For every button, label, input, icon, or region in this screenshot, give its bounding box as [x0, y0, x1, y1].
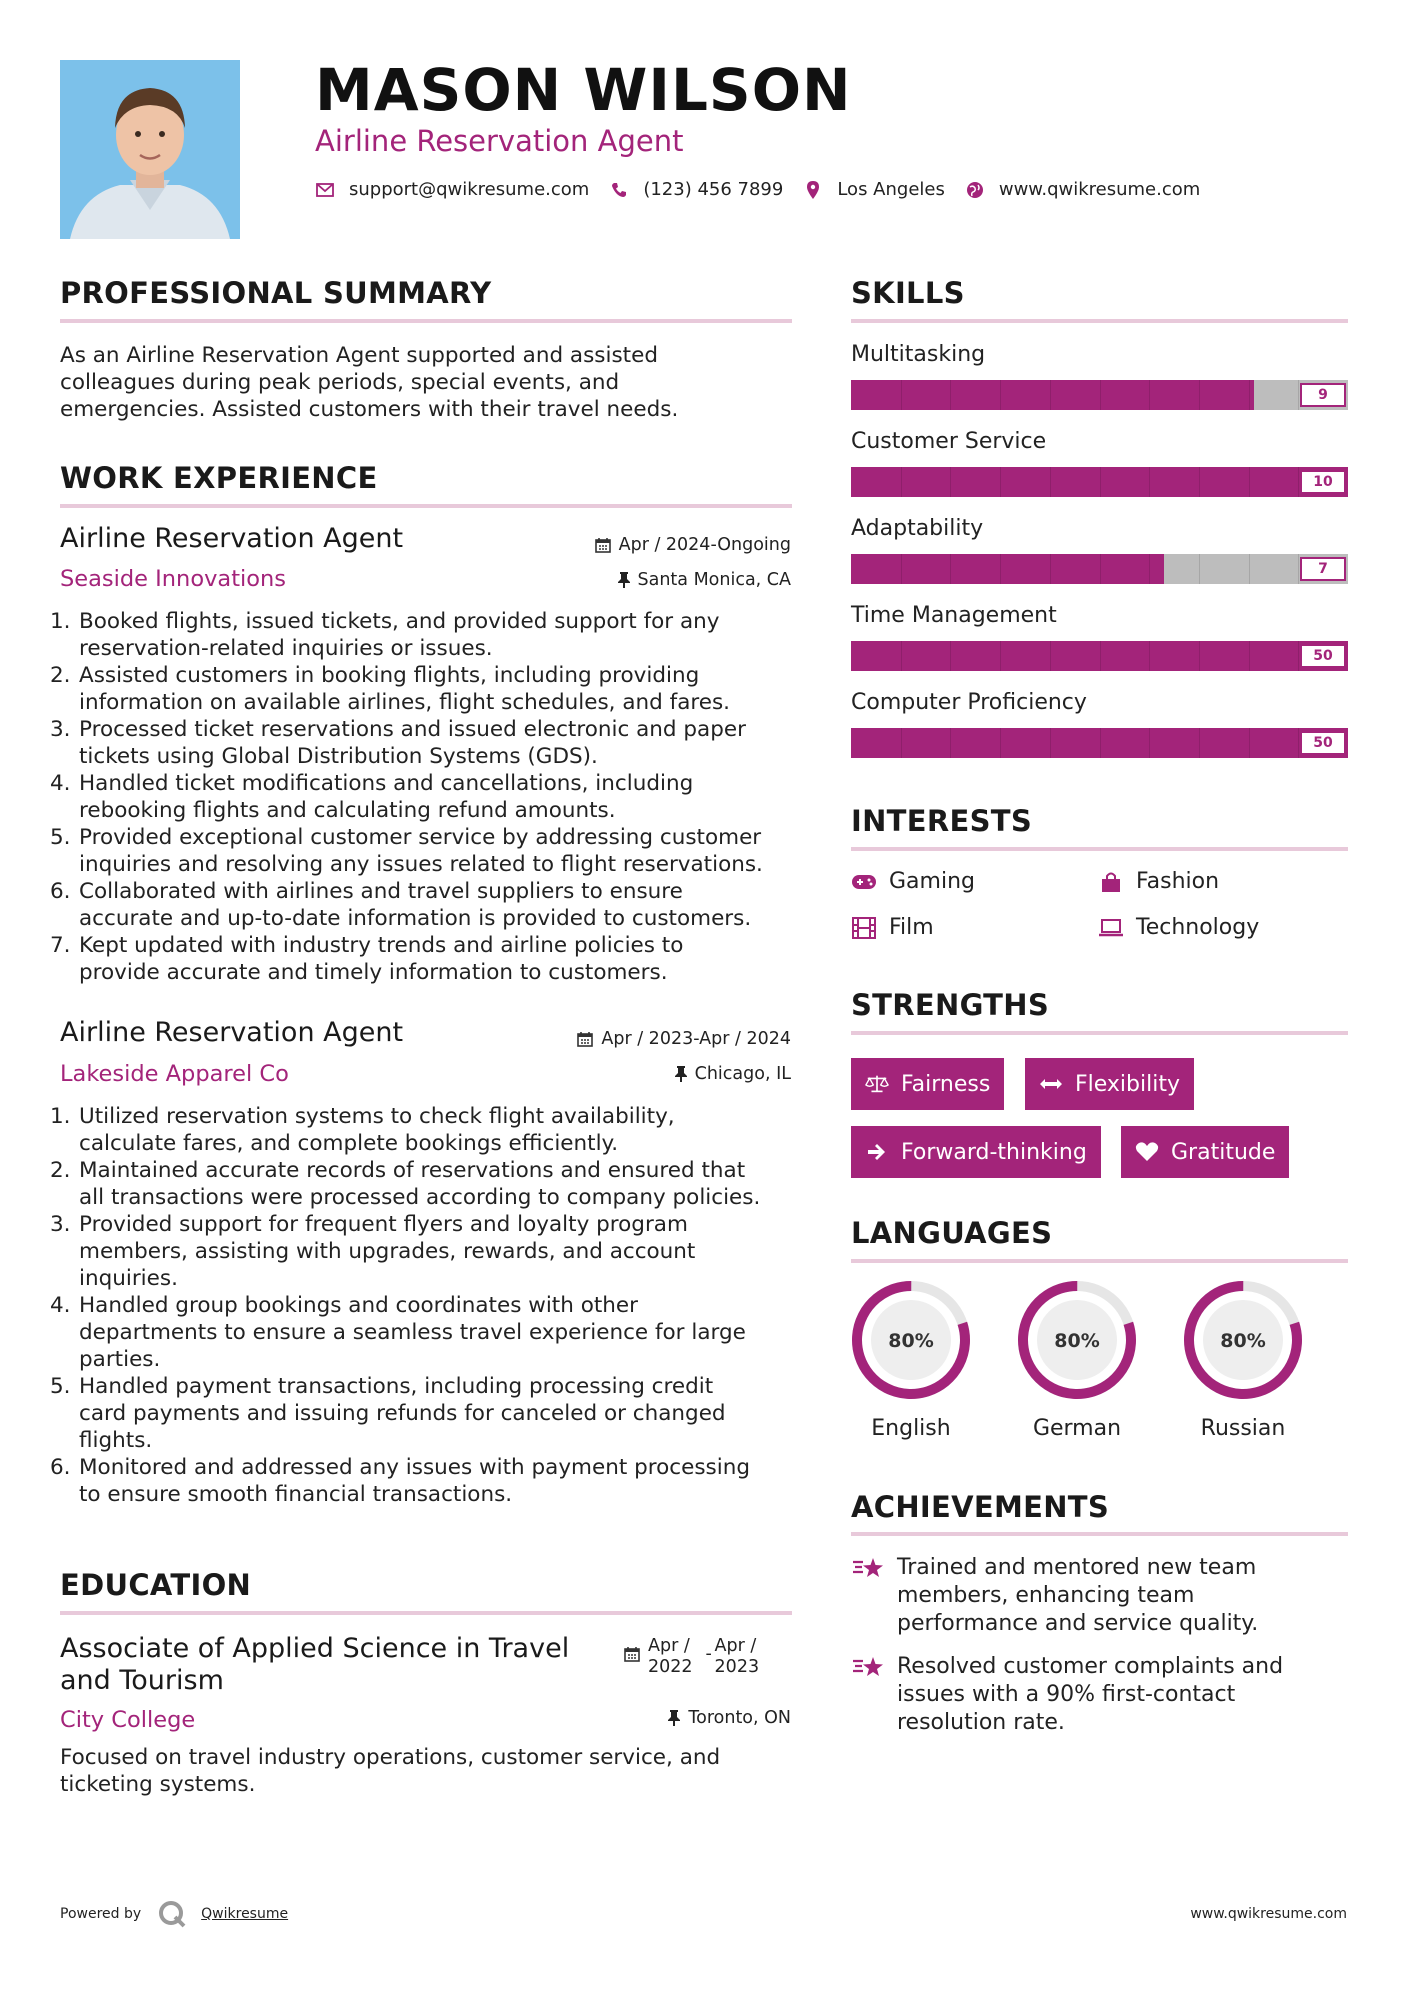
- candidate-name: MASON WILSON: [315, 56, 852, 124]
- skill-bar-segment: [950, 554, 951, 584]
- language-label: Russian: [1200, 1416, 1286, 1441]
- skill-score-badge: 9: [1300, 383, 1346, 407]
- summary-heading: PROFESSIONAL SUMMARY: [60, 276, 492, 310]
- skill-score-badge: 10: [1300, 470, 1346, 494]
- summary-text: [60, 342, 792, 423]
- degree-line: and Tourism: [60, 1665, 224, 1696]
- job-location-text: Chicago, IL: [694, 1064, 791, 1084]
- shooting-star-icon: [851, 1653, 885, 1683]
- school-location-text: Toronto, ON: [688, 1708, 791, 1728]
- achievement-item: [851, 1554, 1331, 1638]
- skill-bar-segment: [1050, 641, 1051, 671]
- skill-bar-segment: [1149, 380, 1150, 410]
- language-ring: [849, 1278, 973, 1406]
- degree-line: Associate of Applied Science in Travel: [60, 1633, 570, 1664]
- skill-bar-segment: [901, 728, 902, 758]
- skill-bar-fill: [851, 554, 1164, 584]
- film-icon: [851, 917, 877, 939]
- education-rule: [60, 1611, 792, 1615]
- achievement-text: Resolved customer complaints and issues with a 90% first-contact resolution rate.: [897, 1654, 1284, 1735]
- globe-icon: [965, 180, 985, 200]
- summary-rule: [60, 319, 792, 323]
- job-date-text: Apr / 2023-Apr / 2024: [601, 1029, 791, 1049]
- job-duties: [50, 1103, 800, 1508]
- map-marker-icon: [803, 180, 823, 200]
- list-item: 3. Processed ticket reservations and issued electronic and paper tickets using Global Distribution Systems (GDS).: [50, 717, 746, 769]
- skill-label: Adaptability: [851, 516, 984, 541]
- skill-bar-segment: [1199, 554, 1200, 584]
- candidate-role: Airline Reservation Agent: [315, 124, 684, 158]
- degree-title: [60, 1633, 569, 1697]
- list-item: 5. Handled payment transactions, including processing credit card payments and issuing refunds for canceled or changed flights.: [50, 1374, 726, 1453]
- skill-bar: [851, 380, 1348, 410]
- language-label: German: [1032, 1416, 1122, 1441]
- skill-bar-segment: [1249, 728, 1250, 758]
- calendar-icon: [577, 1031, 593, 1047]
- skill-bar-segment: [950, 380, 951, 410]
- education-heading: EDUCATION: [60, 1568, 252, 1602]
- strength-gratitude: [1121, 1126, 1289, 1178]
- pushpin-icon: [668, 1710, 680, 1726]
- language-ring-graphic: [849, 1278, 973, 1402]
- pushpin-icon: [618, 572, 630, 588]
- skill-label: Customer Service: [851, 429, 1047, 454]
- skill-bar-segment: [1199, 467, 1200, 497]
- list-item: 1. Utilized reservation systems to check flight availability, calculate fares, and complete bookings efficiently.: [50, 1104, 675, 1156]
- languages-rule: [851, 1259, 1348, 1263]
- job-date: [577, 1029, 791, 1049]
- school-location: [668, 1708, 791, 1728]
- strength-label: Fairness: [901, 1071, 991, 1097]
- footer-website[interactable]: www.qwikresume.com: [1190, 1906, 1347, 1922]
- skill-bar-segment: [1249, 554, 1250, 584]
- strengths-heading: STRENGTHS: [851, 988, 1050, 1022]
- interest-label: Technology: [1136, 915, 1260, 940]
- interest-technology: [1098, 915, 1259, 940]
- list-item: 2. Maintained accurate records of reservations and ensured that all transactions were processed according to company policies.: [50, 1158, 761, 1210]
- list-item: 1. Booked flights, issued tickets, and provided support for any reservation-related inquiries or issues.: [50, 609, 720, 661]
- strength-label: Flexibility: [1075, 1071, 1180, 1097]
- education-dates: [624, 1636, 759, 1678]
- language-ring-graphic: [1181, 1278, 1305, 1402]
- heart-icon: [1135, 1141, 1159, 1163]
- skill-bar-segment: [1050, 467, 1051, 497]
- footer-powered-by: [60, 1899, 288, 1929]
- skill-label: Time Management: [851, 603, 1057, 628]
- skill-bar-segment: [1149, 728, 1150, 758]
- strength-flexibility: [1025, 1058, 1194, 1110]
- qwikresume-link[interactable]: Qwikresume: [201, 1906, 289, 1922]
- language-ring-graphic: [1015, 1278, 1139, 1402]
- strengths-rule: [851, 1031, 1348, 1035]
- skill-bar-segment: [1249, 467, 1250, 497]
- shopping-bag-icon: [1098, 871, 1124, 893]
- skill-bar-segment: [1050, 728, 1051, 758]
- experience-rule: [60, 504, 792, 508]
- skill-bar-segment: [1100, 641, 1101, 671]
- skill-bar-segment: [1000, 728, 1001, 758]
- achievement-text: Trained and mentored new team members, enhancing team performance and service quality.: [897, 1555, 1259, 1636]
- skill-score-badge: 50: [1300, 644, 1346, 668]
- language-percent: 80%: [1220, 1330, 1266, 1352]
- achievements-heading: ACHIEVEMENTS: [851, 1490, 1110, 1524]
- contact-location-text: Los Angeles: [837, 179, 945, 200]
- skill-bar-segment: [1050, 380, 1051, 410]
- list-item: 2. Assisted customers in booking flights, including providing information on available airlines, flight schedules, and fares.: [50, 663, 731, 715]
- languages-heading: LANGUAGES: [851, 1216, 1053, 1250]
- skill-label: Multitasking: [851, 342, 986, 367]
- interest-film: [851, 915, 934, 940]
- strength-forward-thinking: [851, 1126, 1101, 1178]
- skill-bar-segment: [901, 467, 902, 497]
- skill-bar-segment: [1149, 554, 1150, 584]
- skill-bar: [851, 641, 1348, 671]
- skill-bar-segment: [1000, 641, 1001, 671]
- skill-bar-segment: [950, 641, 951, 671]
- skill-bar-segment: [1199, 728, 1200, 758]
- contact-website[interactable]: [965, 179, 1200, 200]
- job-date-text: Apr / 2024-Ongoing: [618, 535, 791, 555]
- calendar-icon: [595, 537, 611, 553]
- list-item: 3. Provided support for frequent flyers and loyalty program members, assisting with upgrades, rewards, and account inquiries.: [50, 1212, 696, 1291]
- skill-bar: [851, 728, 1348, 758]
- interest-gaming: [851, 869, 975, 894]
- contact-website-text: www.qwikresume.com: [998, 179, 1201, 200]
- calendar-icon: [624, 1646, 640, 1678]
- company-name: Seaside Innovations: [60, 566, 287, 592]
- strength-label: Gratitude: [1171, 1139, 1276, 1165]
- strength-label: Forward-thinking: [901, 1139, 1087, 1165]
- interest-label: Fashion: [1136, 869, 1220, 894]
- list-item: 5. Provided exceptional customer service by addressing customer inquiries and resolving any issues related to flight reservations.: [50, 825, 763, 877]
- job-date: [595, 535, 791, 555]
- skill-score-badge: 7: [1300, 557, 1346, 581]
- experience-heading: WORK EXPERIENCE: [60, 461, 378, 495]
- list-item: 4. Handled group bookings and coordinates with other departments to ensure a seamless travel experience for large parties.: [50, 1293, 746, 1372]
- skill-bar-segment: [1199, 380, 1200, 410]
- interests-rule: [851, 847, 1348, 851]
- skill-bar-segment: [1149, 641, 1150, 671]
- summary-line: As an Airline Reservation Agent supported and assisted: [60, 343, 658, 368]
- pushpin-icon: [675, 1066, 687, 1082]
- education-start: Apr / 2022: [648, 1636, 693, 1677]
- envelope-icon: [315, 180, 335, 200]
- skill-bar-segment: [901, 641, 902, 671]
- contact-phone-text: (123) 456 7899: [643, 179, 784, 200]
- skills-rule: [851, 319, 1348, 323]
- achievements-rule: [851, 1532, 1348, 1536]
- skill-bar-segment: [1000, 467, 1001, 497]
- interest-label: Film: [889, 915, 934, 940]
- list-item: 7. Kept updated with industry trends and airline policies to provide accurate and timely information to customers.: [50, 933, 684, 985]
- qwikresume-logo-icon: [157, 1899, 187, 1929]
- job-title: Airline Reservation Agent: [60, 1017, 404, 1048]
- interest-fashion: [1098, 869, 1219, 894]
- skills-heading: SKILLS: [851, 276, 965, 310]
- skill-bar-segment: [1050, 554, 1051, 584]
- skill-bar-segment: [1000, 380, 1001, 410]
- education-desc: Focused on travel industry operations, customer service, and ticketing systems.: [60, 1745, 721, 1797]
- skill-bar-segment: [1100, 467, 1101, 497]
- skill-bar-segment: [1149, 467, 1150, 497]
- summary-line: emergencies. Assisted customers with their travel needs.: [60, 397, 679, 422]
- language-percent: 80%: [1054, 1330, 1100, 1352]
- list-item: 6. Monitored and addressed any issues with payment processing to ensure smooth financial transactions.: [50, 1455, 750, 1507]
- interest-label: Gaming: [889, 869, 975, 894]
- skill-bar-segment: [901, 380, 902, 410]
- balance-scale-icon: [865, 1073, 889, 1095]
- company-name: Lakeside Apparel Co: [60, 1061, 289, 1087]
- skill-bar-segment: [1100, 380, 1101, 410]
- laptop-icon: [1098, 917, 1124, 939]
- skill-bar-segment: [1100, 554, 1101, 584]
- profile-photo: [60, 60, 240, 239]
- powered-by-text: Powered by: [60, 1906, 142, 1922]
- list-item: 4. Handled ticket modifications and cancellations, including rebooking flights and calculating refund amounts.: [50, 771, 694, 823]
- gamepad-icon: [851, 871, 877, 893]
- job-title: Airline Reservation Agent: [60, 523, 404, 554]
- contact-email-text: support@qwikresume.com: [349, 179, 590, 200]
- phone-icon: [609, 180, 629, 200]
- skill-bar: [851, 554, 1348, 584]
- summary-line: colleagues during peak periods, special events, and: [60, 370, 620, 395]
- arrow-right-icon: [865, 1141, 889, 1163]
- job-location: [618, 570, 792, 590]
- language-label: English: [871, 1416, 951, 1441]
- skill-bar-segment: [901, 554, 902, 584]
- job-location-text: Santa Monica, CA: [637, 570, 791, 590]
- language-ring: [1181, 1278, 1305, 1406]
- skill-bar-segment: [1249, 641, 1250, 671]
- school-name: City College: [60, 1707, 196, 1733]
- contact-location: [803, 179, 945, 200]
- list-item: 6. Collaborated with airlines and travel suppliers to ensure accurate and up-to-date information is provided to customers.: [50, 879, 752, 931]
- skill-label: Computer Proficiency: [851, 690, 1087, 715]
- achievement-item: [851, 1653, 1331, 1737]
- job-location: [675, 1064, 791, 1084]
- skill-bar-segment: [950, 728, 951, 758]
- contact-bar: [315, 179, 1220, 200]
- skill-bar-segment: [1199, 641, 1200, 671]
- skill-bar-segment: [1249, 380, 1250, 410]
- skill-bar-segment: [1100, 728, 1101, 758]
- skill-bar-segment: [950, 467, 951, 497]
- strength-fairness: [851, 1058, 1004, 1110]
- arrows-horizontal-icon: [1039, 1073, 1063, 1095]
- education-end: - Apr / 2023: [705, 1636, 760, 1677]
- language-percent: 80%: [888, 1330, 934, 1352]
- skill-bar-segment: [1000, 554, 1001, 584]
- job-duties: [50, 608, 800, 986]
- skill-bar-fill: [851, 380, 1254, 410]
- interests-heading: INTERESTS: [851, 804, 1033, 838]
- contact-phone[interactable]: [609, 179, 783, 200]
- contact-email[interactable]: [315, 179, 589, 200]
- language-ring: [1015, 1278, 1139, 1406]
- skill-score-badge: 50: [1300, 731, 1346, 755]
- skill-bar: [851, 467, 1348, 497]
- shooting-star-icon: [851, 1554, 885, 1584]
